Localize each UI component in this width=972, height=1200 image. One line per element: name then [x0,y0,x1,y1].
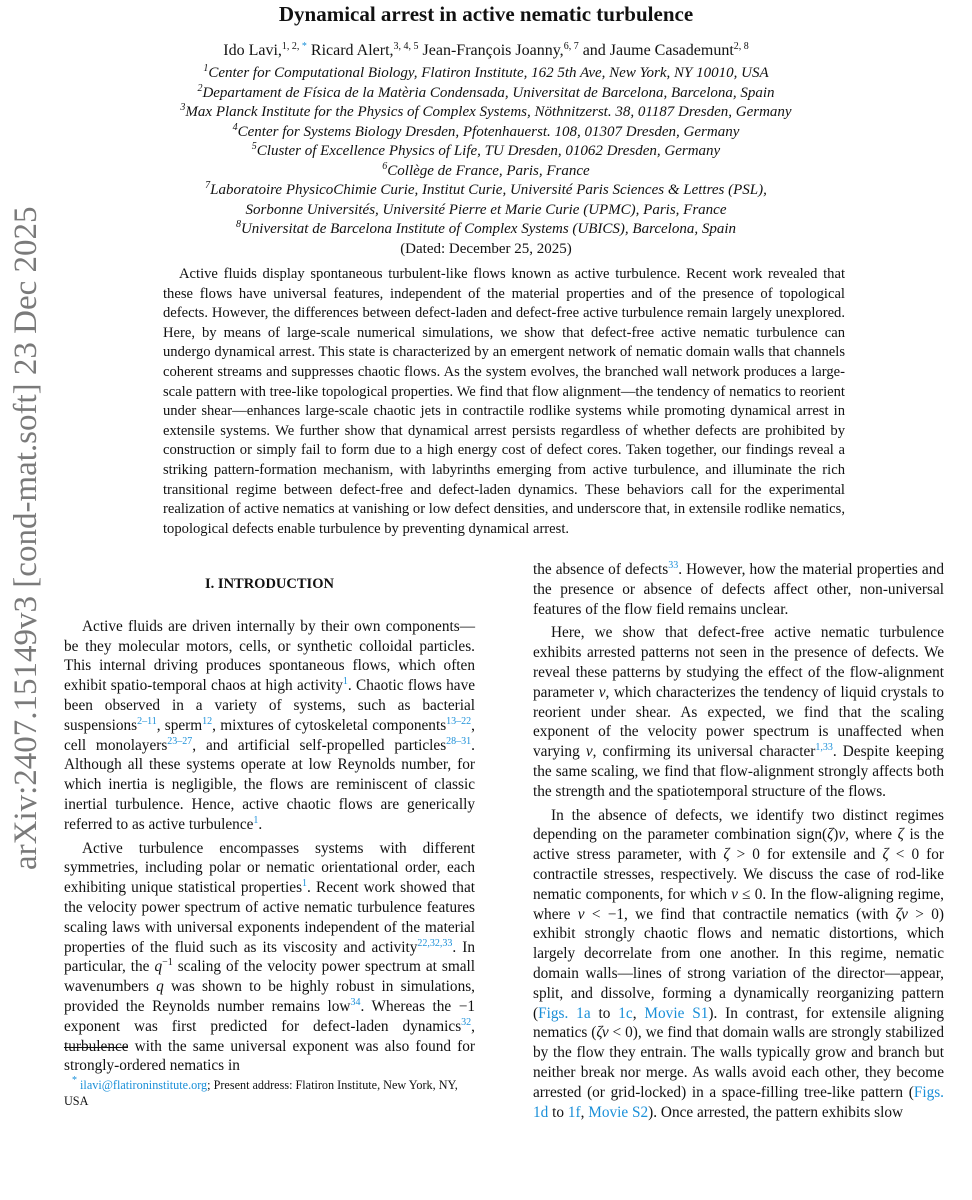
email-link[interactable]: ilavi@flatironinstitute.org [80,1078,208,1092]
affiliation-line [0,142,972,162]
left-column [64,575,475,1076]
text-run: ) [833,826,839,844]
math-symbol: ν [838,826,846,844]
affiliation-number: 8 [235,219,241,230]
footnote-mark: * [72,1075,77,1086]
math-exponent: −1 [162,957,173,969]
author-affiliation-marks: 1, 2, [281,41,302,52]
math-symbol: q [154,958,163,976]
author-name: Ricard Alert, [306,42,394,59]
arxiv-identifier-stamp: arXiv:2407.15149v3 [cond-mat.soft] 23 Dec 2025 [8,206,44,870]
body-paragraph [533,560,944,619]
text-run: . However, how the material properties and the presence or absence of defects affect other, non-universal features of the flow field remains unclear. [533,561,944,618]
body-paragraph [533,806,944,1123]
affiliation-line [0,181,972,201]
math-symbol: ν [598,683,606,701]
text-run: , cell monolayers [64,716,475,754]
figure-link[interactable]: Movie S2 [588,1103,649,1121]
text-run: ). Once arrested, the pattern exhibits slow [648,1103,904,1121]
affiliation-number: 1 [203,63,209,74]
text-run: Active fluids are driven internally by their own components—be they molecular motors, cells, or synthetic colloidal particles. This internal driving produces spontaneous flows, which often exhibit spatio-temporal chaos at high activity [64,617,475,695]
text-run: the absence of defects [533,561,669,578]
citation-link[interactable]: 34 [350,996,361,1008]
affiliation-line [0,201,972,221]
body-paragraph [533,623,944,801]
math-symbol: q [156,978,164,996]
text-run: < −1, we find that contractile nematics (with [584,905,896,923]
affiliation-line [0,103,972,123]
right-column [533,560,944,1122]
affiliation-line [0,123,972,143]
text-run: is the active stress parameter, with [533,826,944,864]
affiliation-line [0,64,972,84]
text-run: . In particular, the [64,938,475,976]
affiliation-number: 7 [205,180,211,191]
footnote [64,1077,475,1109]
citation-link[interactable]: 23–27 [167,735,193,747]
math-symbol: ζ [897,826,904,844]
affiliation-text: Universitat de Barcelona Institute of Complex Systems (UBICS), Barcelona, Spain [240,221,737,237]
citation-link[interactable]: 2–11 [137,715,157,727]
text-run: . Whereas the −1 exponent was first predicted for defect-laden dynamics [64,997,475,1035]
affiliation-number: 2 [197,82,203,94]
text-run: . Recent work showed that the velocity power spectrum of active nematic turbulence features scaling laws with universal exponents independent of the material properties of the fluid such as its viscosity and activity [64,879,476,956]
affiliation-number: 3 [180,102,186,113]
text-run: . Although all these systems operate at low Reynolds number, for which inertia is negligible, the flows are reminiscent of classic inertial turbulence. Hence, active chaotic flows are generically referred to as active turbulence [64,736,475,833]
author-name: and Jaume Casademunt [578,42,734,59]
affiliation-line [0,162,972,182]
citation-link[interactable]: 32 [461,1016,472,1028]
body-paragraph [64,839,475,1077]
paper-title: Dynamical arrest in active nematic turbulence [278,2,694,26]
affiliation-text: Departament de Física de la Matèria Condensada, Universitat de Barcelona, Barcelona, Spain [202,84,775,101]
text-run: was shown to be highly robust in simulations, provided the Reynolds number remains low [64,978,476,1015]
affiliation-number: 6 [382,160,388,172]
text-run: Active turbulence encompasses systems with different symmetries, including polar or nematic orientational order, each exhibiting unique statistical properties [64,839,475,897]
abstract: Active fluids display spontaneous turbulent-like flows known as active turbulence. Recent work revealed that these flows have universal features, independent of the material properties and of the presence of topological defects. However, the differences between defect-laden and defect-free active turbulence remain largely unexplored. Here, by means of large-scale numerical simulations, we show that defect-free active nematic turbulence can undergo dynamical arrest. This state is characterized by an emergent network of nematic domain walls that channels coherent streams and suppresses chaotic flows. As the system evolves, the branched wall network produces a large-scale pattern with tree-like topological properties. We find that flow alignment—the tendency of nematics to reorient under shear—enhances large-scale chaotic jets in contractile rodlike systems while promoting dynamical arrest in extensile systems. We further show that dynamical arrest persists regardless of whether defects are prohibited by construction or simply fail to form due to a high energy cost of defect cores. Taken together, our findings reveal a striking pattern-formation mechanism, with labyrinths emerging from active turbulence, and illuminate the rich transitional regime between defect-free and defect-laden dynamics. These behaviors call for the experimental realization of active nematics at vanishing or low defect densities, and underscore that, in extensile rodlike nematics, topological defects enable turbulence by preventing dynamical arrest. [163,266,845,537]
text-run: . Chaotic flows have been observed in a variety of systems, such as bacterial suspensions [64,677,476,734]
text-run: ≤ 0. In the flow-aligning regime, where [533,885,944,923]
text-run: , where [845,826,898,844]
text-run: > 0) exhibit strongly chaotic flows and nematic distortions, which largely decorrelate from one another. In this regime, nematic domain walls—lines of strong variation of the director—appear, split, and dissolve, forming a dynamically reorganizing pattern ( [533,905,944,1022]
affiliation-text: Laboratoire PhysicoChimie Curie, Institut Curie, Université Paris Sciences & Lettres (PSL), [210,182,767,198]
author-affiliation-marks: 2, 8 [733,41,749,52]
math-symbol: ν [731,885,738,903]
citation-link[interactable]: 1 [342,676,348,688]
body-paragraph [64,617,475,835]
text-run: ). In contrast, for extensile aligning nematics ( [533,1004,944,1042]
text-run: < 0 for contractile stresses, respectively. We discuss the case of rod-like nematic components, for which [533,846,945,903]
citation-link[interactable]: 33 [668,560,679,571]
text-run: , confirming its universal character [592,743,816,761]
affiliation-text: Cluster of Excellence Physics of Life, TU Dresden, 01062 Dresden, Germany [256,143,721,159]
affiliation-line [0,220,972,240]
text-run: In the absence of defects, we identify two distinct regimes depending on the parameter combination sign( [533,806,944,844]
affiliation-line [0,84,972,104]
figure-link[interactable]: 1f [567,1103,581,1121]
affiliation-number: 5 [251,141,257,152]
author-list [0,42,972,60]
author-name: Ido Lavi, [223,42,282,59]
text-run: , sperm [156,716,203,734]
affiliations [0,64,972,259]
figure-link[interactable]: Figs. 1d [533,1083,944,1121]
citation-link[interactable]: 13–22 [446,715,472,727]
math-symbol: ν [577,905,585,923]
math-symbol: ζ [882,846,889,864]
corresponding-author-mark[interactable]: * [301,41,307,52]
text-run: , [580,1103,589,1121]
citation-link[interactable]: 1 [253,814,259,826]
text-run: . [258,815,263,833]
affiliation-text: Center for Computational Biology, Flatiron Institute, 162 5th Ave, New York, NY 10010, USA [208,65,769,81]
citation-link[interactable]: 1,33 [815,742,833,754]
author-affiliation-marks: 3, 4, 5 [393,41,419,52]
date-line: (Dated: December 25, 2025) [400,240,572,257]
text-run: . Despite keeping the same scaling, we find that flow-alignment strongly affects both the strength and the spatiotemporal structure of the flows. [533,743,944,800]
affiliation-number: 4 [232,121,238,133]
text-run: scaling of the velocity power spectrum at small wavenumbers [64,958,476,996]
text-run: to [548,1103,568,1121]
citation-link[interactable]: 1 [302,878,308,890]
affiliation-text: Max Planck Institute for the Physics of Complex Systems, Nöthnitzerst. 38, 01187 Dresden, Germany [185,104,792,120]
author-name: Jean-François Joanny, [418,42,564,59]
math-symbol: ζ [723,846,730,864]
math-symbol: ζν [596,1024,609,1042]
text-run: to [590,1004,619,1022]
citation-link[interactable]: 12 [202,715,213,727]
math-symbol: ζν [895,905,908,923]
math-symbol: ζ [827,826,834,844]
math-symbol: ν [585,743,593,761]
affiliation-text: Sorbonne Universités, Université Pierre et Marie Curie (UPMC), Paris, France [245,201,727,218]
citation-link[interactable]: 22,32,33 [417,937,453,949]
text-run: , which characterizes the tendency of liquid crystals to reorient under shear. As expected, we find that the scaling exponent of the velocity power spectrum is unaffected when varying [533,683,944,761]
text-run: , [632,1004,645,1022]
citation-link[interactable]: 28–31 [446,735,472,747]
text-run: Here, we show that defect-free active nematic turbulence exhibits arrested patterns not seen in the presence of defects. We reveal these patterns by studying the effect of the flow-alignment parameter [533,624,944,701]
footnote-text: ; Present address: Flatiron Institute, New York, NY, USA [64,1078,458,1108]
footnote-divider [64,1047,128,1048]
figure-link[interactable]: 1c [618,1004,633,1022]
affiliation-text: Collège de France, Paris, France [387,162,590,179]
section-heading: I. INTRODUCTION [205,576,334,592]
figure-link[interactable]: Movie S1 [644,1004,709,1022]
text-run: < 0), we find that domain walls are strongly stabilized by the flow they entrain. The walls typically grow and branch but neither break nor merge. As walls avoid each other, they become arrested (or grid-locked) in a space-filling tree-like pattern ( [533,1024,944,1101]
text-run: , and artificial self-propelled particles [192,736,447,754]
author-affiliation-marks: 6, 7 [563,41,579,52]
figure-link[interactable]: Figs. 1a [538,1004,591,1022]
text-run: > 0 for extensile and [729,846,883,864]
text-run: , mixtures of cytoskeletal components [212,716,447,734]
affiliation-text: Center for Systems Biology Dresden, Pfotenhauerst. 108, 01307 Dresden, Germany [237,123,740,140]
text-run: , turbulence with the same universal exponent was also found for strongly-ordered nematics in [64,1017,475,1075]
